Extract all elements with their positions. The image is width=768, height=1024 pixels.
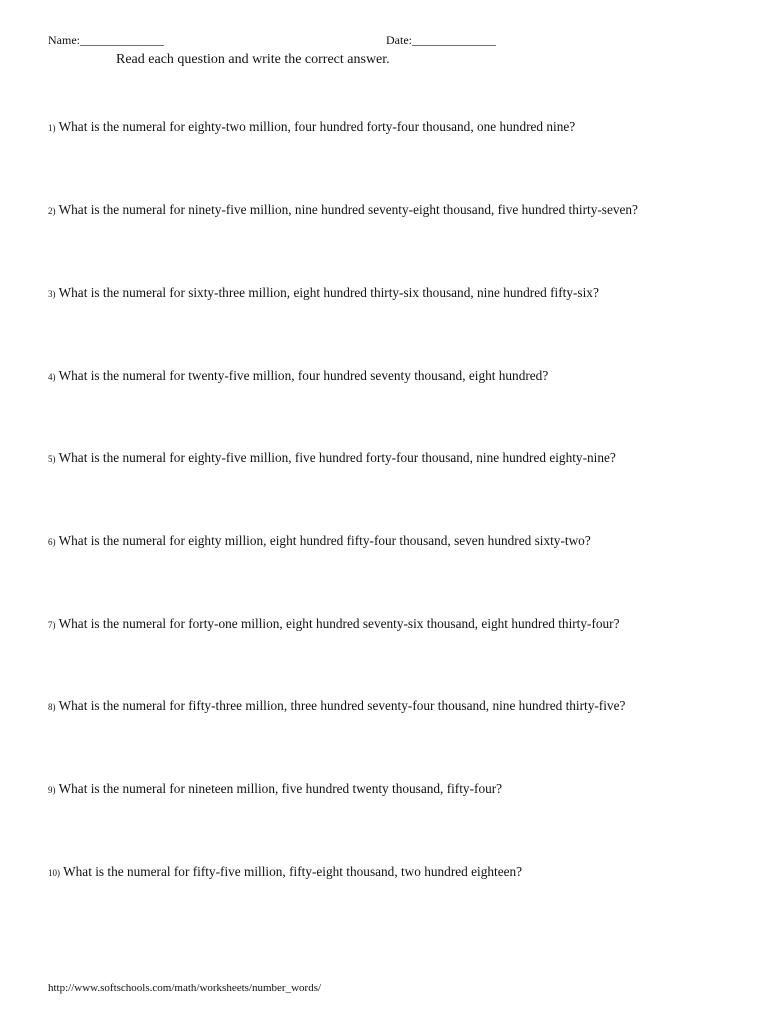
question-item: [48, 781, 502, 797]
question-text: What is the numeral for fifty-three million, three hundred seventy-four thousand, nine hundred thirty-five?: [58, 698, 626, 713]
question-text: What is the numeral for twenty-five million, four hundred seventy thousand, eight hundred?: [58, 368, 549, 383]
question-number: 7): [48, 620, 56, 630]
date-field-label: Date:______________: [386, 33, 496, 47]
question-text: What is the numeral for nineteen million, five hundred twenty thousand, fifty-four?: [58, 781, 503, 796]
question-item: [48, 450, 616, 466]
question-item: [48, 698, 625, 714]
question-number: 8): [48, 702, 56, 712]
question-text: What is the numeral for ninety-five million, nine hundred seventy-eight thousand, five hundred thirty-seven?: [58, 202, 638, 217]
question-text: What is the numeral for eighty million, eight hundred fifty-four thousand, seven hundred sixty-two?: [58, 533, 591, 548]
question-number: 6): [48, 537, 56, 547]
question-item: [48, 202, 638, 218]
question-text: What is the numeral for eighty-two million, four hundred forty-four thousand, one hundred nine?: [58, 119, 576, 134]
source-url: http://www.softschools.com/math/worksheets/number_words/: [48, 982, 322, 994]
question-number: 9): [48, 785, 56, 795]
question-item: [48, 119, 575, 135]
question-item: [48, 864, 522, 880]
question-number: 10): [48, 868, 60, 878]
question-item: [48, 368, 548, 384]
question-text: What is the numeral for fifty-five million, fifty-eight thousand, two hundred eighteen?: [63, 864, 523, 879]
question-item: [48, 285, 599, 301]
instructions: Read each question and write the correct answer.: [116, 52, 390, 67]
question-number: 3): [48, 289, 56, 299]
question-item: [48, 533, 591, 549]
question-number: 2): [48, 206, 56, 216]
question-number: 4): [48, 372, 56, 382]
name-field-label: Name:______________: [48, 33, 164, 47]
question-text: What is the numeral for eighty-five million, five hundred forty-four thousand, nine hundred eighty-nine?: [58, 450, 616, 465]
question-text: What is the numeral for sixty-three million, eight hundred thirty-six thousand, nine hundred fifty-six?: [58, 285, 599, 300]
question-number: 5): [48, 454, 56, 464]
question-item: [48, 616, 620, 632]
question-text: What is the numeral for forty-one million, eight hundred seventy-six thousand, eight hundred thirty-four?: [58, 616, 620, 631]
question-number: 1): [48, 123, 56, 133]
